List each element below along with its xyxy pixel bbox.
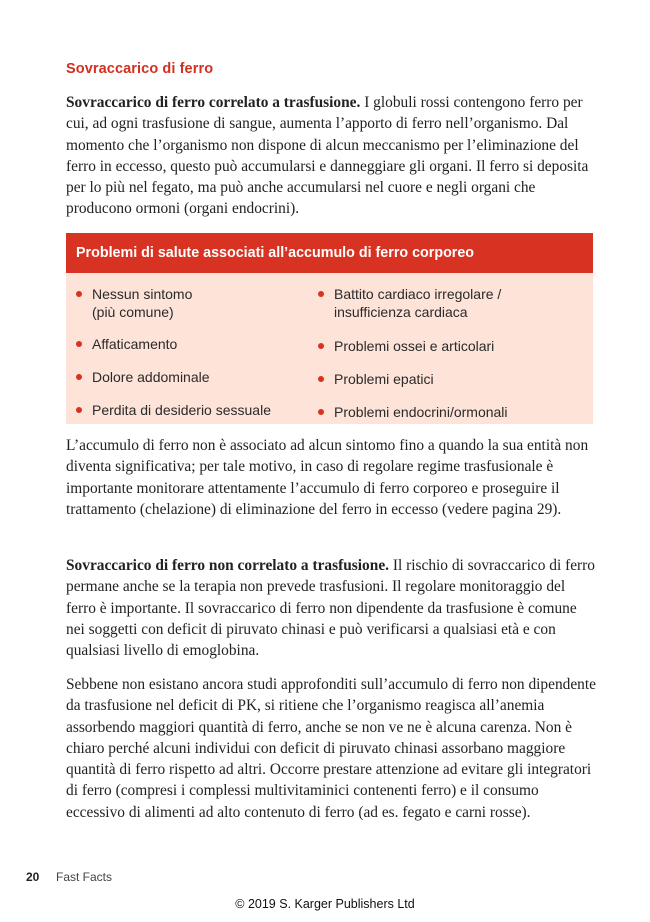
list-item [318, 285, 588, 321]
list-item [76, 285, 316, 321]
bullet-icon [76, 291, 82, 297]
list-item [318, 403, 588, 421]
list-item [76, 401, 316, 419]
bullet-icon [76, 341, 82, 347]
paragraph-monitoring: L’accumulo di ferro non è associato ad alcun sintomo fino a quando la sua entità non diventa significativa; per tale motivo, in caso di regolare regime trasfusionale è importante monitorare attentamente l’accumulo di ferro corporeo e proseguire il trattamento (chelazione) di eliminazione del ferro in eccesso (vedere pagina 29). [66, 437, 589, 518]
list-item-label: Affaticamento [92, 336, 178, 352]
health-problems-box [66, 233, 593, 424]
section-heading: Sovraccarico di ferro [66, 61, 214, 77]
paragraph-text: I globuli rossi contengono ferro per cui, ad ogni trasfusione di sangue, aumenta l’apporto di ferro nell’organismo. Dal momento che l’organismo non dispone di alcun meccanismo per l’eliminazione del ferro in eccesso, questo può accumularsi e danneggiare gli organi. Il ferro si deposita per lo più nel fegato, ma può anche accumularsi nel cuore e negli organi che producono ormoni (organi endocrini). [66, 94, 589, 218]
paragraph-lead: Sovraccarico di ferro correlato a trasfusione. [66, 94, 361, 111]
bullet-icon [318, 291, 324, 297]
list-item-label: Problemi endocrini/ormonali [334, 404, 508, 420]
list-item-label: Battito cardiaco irregolare / [334, 286, 502, 302]
paragraph-lead: Sovraccarico di ferro non correlato a trasfusione. [66, 557, 389, 574]
list-item-label: Dolore addominale [92, 369, 210, 385]
copyright-notice: © 2019 S. Karger Publishers Ltd [235, 897, 415, 911]
list-item-label: (più comune) [92, 304, 174, 320]
box-right-column [318, 285, 588, 421]
bullet-icon [318, 343, 324, 349]
list-item [76, 368, 316, 386]
list-item-label: Problemi ossei e articolari [334, 338, 495, 354]
paragraph-non-transfusion-overload [66, 555, 596, 661]
paragraph-text: Il rischio di sovraccarico di ferro permane anche se la terapia non prevede trasfusioni. Il regolare monitoraggio del ferro è importante. Il sovraccarico di ferro non dipendente da trasfusione è comune nei soggetti con deficit di piruvato chinasi e può verificarsi a qualsiasi età e con qualsiasi livello di emoglobina. [66, 557, 595, 660]
bullet-icon [76, 374, 82, 380]
list-item [318, 370, 588, 388]
bullet-icon [76, 407, 82, 413]
list-item-label: Nessun sintomo [92, 286, 193, 302]
list-item-label: Perdita di desiderio sessuale [92, 402, 271, 418]
series-title: Fast Facts [56, 870, 113, 884]
box-left-column [76, 285, 316, 419]
list-item [76, 335, 316, 353]
page-number: 20 [26, 870, 40, 884]
list-item-label: insufficienza cardiaca [334, 304, 468, 320]
box-title: Problemi di salute associati all’accumulo di ferro corporeo [66, 233, 593, 273]
paragraph-transfusion-overload [66, 92, 596, 220]
paragraph-absorption: Sebbene non esistano ancora studi approfonditi sull’accumulo di ferro non dipendente da trasfusione nel deficit di PK, si ritiene che l’organismo reagisca all’anemia assorbendo maggiori quantità di ferro, anche se non ve ne è alcuna carenza. Non è chiaro perché alcuni individui con deficit di piruvato chinasi assorbano maggiore quantità di ferro rispetto ad altri. Occorre prestare attenzione ad evitare gli integratori di ferro (compresi i complessi multivitaminici contenenti ferro) e il consumo eccessivo di alimenti ad alto contenuto di ferro (ad es. fegato e carni rosse). [66, 676, 596, 821]
list-item [318, 337, 588, 355]
bullet-icon [318, 376, 324, 382]
bullet-icon [318, 409, 324, 415]
list-item-label: Problemi epatici [334, 371, 434, 387]
